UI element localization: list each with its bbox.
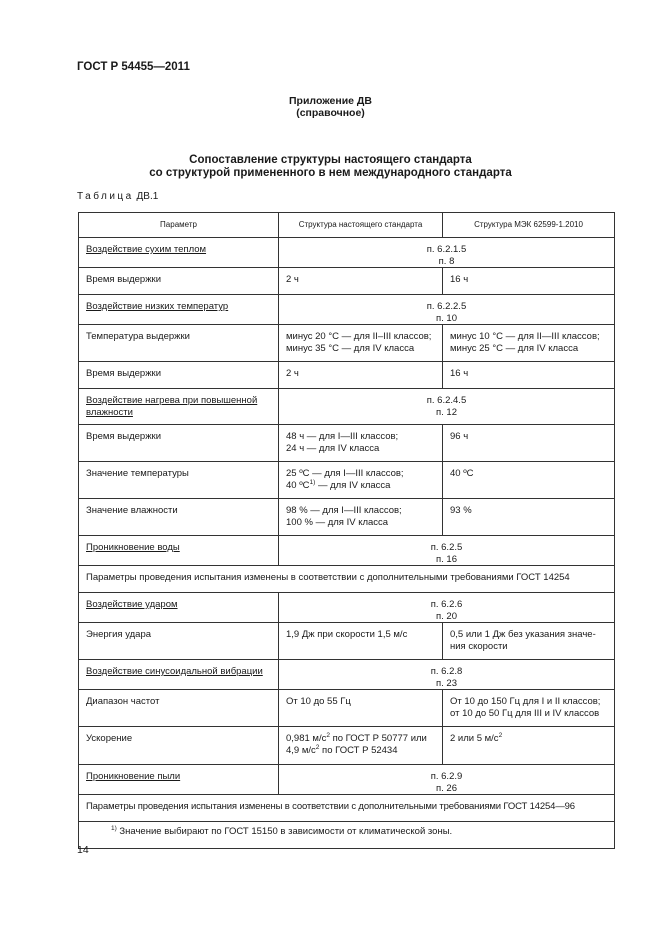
table-row	[79, 660, 615, 690]
cell-clauses	[279, 660, 615, 690]
cell-parameter: Время выдержки	[79, 362, 279, 389]
document-id: ГОСТ Р 54455—2011	[77, 61, 190, 73]
cell-note: Параметры проведения испытания изменены в соответствии с дополнительными требованиями ГОСТ 14254—96	[79, 795, 615, 822]
header-this-standard: Структура настоящего стандарта	[279, 213, 443, 238]
cell-this-standard: п. 6.2.9	[430, 771, 463, 782]
page-number: 14	[77, 844, 89, 856]
cell-line	[286, 733, 442, 745]
cell-text: — для IV класса	[315, 479, 391, 491]
footnote	[79, 822, 615, 849]
cell-text: 2 или 5 м/с	[450, 733, 499, 744]
cell-line: минус 10 °С — для II—III классов;	[450, 331, 600, 342]
cell-this-standard: п. 6.2.8	[430, 666, 463, 677]
annex-subtitle: (справочное)	[296, 107, 365, 119]
cell-parameter: Значение температуры	[79, 462, 279, 499]
cell-text: по ГОСТ Р 50777 или	[329, 733, 427, 744]
table-row	[79, 536, 615, 566]
table-footnote-row	[79, 822, 615, 849]
cell-iec-standard: п. 8	[438, 255, 455, 267]
cell-this-standard: п. 6.2.1.5	[426, 244, 467, 255]
table-row	[79, 593, 615, 623]
table-row	[79, 238, 615, 268]
cell-this-standard: п. 6.2.6	[430, 599, 463, 610]
footnote-mark: 1)	[111, 825, 117, 832]
cell-iec-standard: п. 20	[436, 610, 457, 622]
table-header-row	[79, 213, 615, 238]
table-row	[79, 425, 615, 462]
cell-note: Параметры проведения испытания изменены в соответствии с дополнительными требованиями ГОСТ 14254	[79, 566, 615, 593]
cell-parameter	[79, 389, 279, 425]
cell-this-standard: п. 6.2.2.5	[426, 301, 467, 312]
table-row	[79, 389, 615, 425]
cell-parameter: Воздействие ударом	[79, 593, 279, 623]
table-row	[79, 499, 615, 536]
cell-text: 40 ºС	[286, 479, 310, 491]
cell-this-standard	[279, 462, 443, 499]
cell-text: по ГОСТ Р 52434	[319, 744, 398, 756]
cell-line: 0,5 или 1 Дж без указания значе-	[450, 629, 596, 640]
section-heading-line2: со структурой примененного в нем международного стандарта	[149, 167, 512, 179]
cell-line: 100 % — для IV класса	[286, 516, 389, 528]
cell-line	[286, 745, 442, 757]
cell-parameter: Проникновение воды	[79, 536, 279, 566]
cell-iec-standard: 16 ч	[443, 268, 615, 295]
cell-clauses	[279, 238, 615, 268]
cell-clauses	[279, 765, 615, 795]
cell-parameter: Воздействие синусоидальной вибрации	[79, 660, 279, 690]
table-row	[79, 690, 615, 727]
cell-iec-standard: 93 %	[443, 499, 615, 536]
section-heading-line1: Сопоставление структуры настоящего стандарта	[189, 154, 472, 166]
table-row	[79, 268, 615, 295]
cell-iec-standard	[443, 727, 615, 765]
cell-this-standard: От 10 до 55 Гц	[279, 690, 443, 727]
footnote-text: Значение выбирают по ГОСТ 15150 в зависимости от климатической зоны.	[119, 826, 453, 837]
cell-iec-standard	[443, 690, 615, 727]
cell-this-standard: 1,9 Дж при скорости 1,5 м/с	[279, 623, 443, 660]
comparison-table	[78, 212, 615, 849]
table-row	[79, 295, 615, 325]
cell-iec-standard: п. 16	[436, 553, 457, 565]
cell-this-standard	[279, 727, 443, 765]
table-row	[79, 727, 615, 765]
cell-iec-standard	[443, 325, 615, 362]
table-label	[77, 191, 158, 202]
cell-parameter: Время выдержки	[79, 425, 279, 462]
cell-clauses	[279, 536, 615, 566]
table-label-word: Таблица	[77, 191, 134, 202]
cell-clauses	[279, 295, 615, 325]
cell-this-standard	[279, 425, 443, 462]
cell-parameter: Воздействие низких температур	[79, 295, 279, 325]
cell-this-standard: 2 ч	[279, 268, 443, 295]
cell-line	[286, 480, 442, 492]
cell-line: от 10 до 50 Гц для III и IV классов	[450, 707, 600, 719]
cell-iec-standard: п. 23	[436, 677, 457, 689]
cell-parameter: Время выдержки	[79, 268, 279, 295]
cell-this-standard	[279, 325, 443, 362]
table-row	[79, 566, 615, 593]
cell-parameter: Воздействие сухим теплом	[79, 238, 279, 268]
cell-parameter: Проникновение пыли	[79, 765, 279, 795]
cell-line: 98 % — для I—III классов;	[286, 505, 402, 516]
cell-this-standard: 2 ч	[279, 362, 443, 389]
cell-parameter: Значение влажности	[79, 499, 279, 536]
footnote-ref: 1)	[309, 478, 316, 486]
cell-iec-standard: 16 ч	[443, 362, 615, 389]
cell-this-standard: п. 6.2.5	[430, 542, 463, 553]
cell-line: 25 ºС — для I—III классов;	[286, 468, 404, 479]
table-row	[79, 362, 615, 389]
header-iec-standard: Структура МЭК 62599-1.2010	[443, 213, 615, 238]
cell-line: 24 ч — для IV класса	[286, 442, 380, 454]
cell-parameter: Температура выдержки	[79, 325, 279, 362]
superscript: 2	[326, 732, 330, 739]
superscript: 2	[315, 743, 320, 751]
cell-parameter: Диапазон частот	[79, 690, 279, 727]
annex-title: Приложение ДВ	[289, 95, 372, 107]
cell-line: ния скорости	[450, 640, 508, 652]
header-parameter: Параметр	[79, 213, 279, 238]
table-row	[79, 795, 615, 822]
cell-text: 0,981 м/с	[286, 733, 327, 744]
table-row	[79, 765, 615, 795]
cell-iec-standard: п. 26	[436, 782, 457, 794]
cell-line: От 10 до 150 Гц для I и II классов;	[450, 696, 601, 707]
table-row	[79, 462, 615, 499]
cell-text: 4,9 м/с	[286, 744, 316, 756]
superscript: 2	[498, 732, 503, 739]
cell-iec-standard: п. 10	[436, 312, 457, 324]
cell-this-standard	[279, 499, 443, 536]
table-label-number: ДВ.1	[136, 191, 159, 202]
cell-line: минус 25 °С — для IV класса	[450, 342, 579, 354]
cell-iec-standard	[443, 623, 615, 660]
cell-clauses	[279, 593, 615, 623]
cell-line: 48 ч — для I—III классов;	[286, 431, 399, 442]
cell-iec-standard: 40 ºС	[443, 462, 615, 499]
cell-iec-standard: п. 12	[436, 406, 457, 418]
table-row	[79, 325, 615, 362]
cell-parameter: Ускорение	[79, 727, 279, 765]
cell-line: минус 20 °С — для II–III классов;	[286, 331, 432, 342]
cell-this-standard: п. 6.2.4.5	[426, 395, 467, 406]
cell-line: минус 35 °С — для IV класса	[286, 342, 415, 354]
cell-iec-standard: 96 ч	[443, 425, 615, 462]
cell-parameter: Энергия удара	[79, 623, 279, 660]
cell-clauses	[279, 389, 615, 425]
table-row	[79, 623, 615, 660]
cell-line: влажности	[86, 406, 133, 418]
cell-line: Воздействие нагрева при повышенной	[86, 395, 258, 406]
